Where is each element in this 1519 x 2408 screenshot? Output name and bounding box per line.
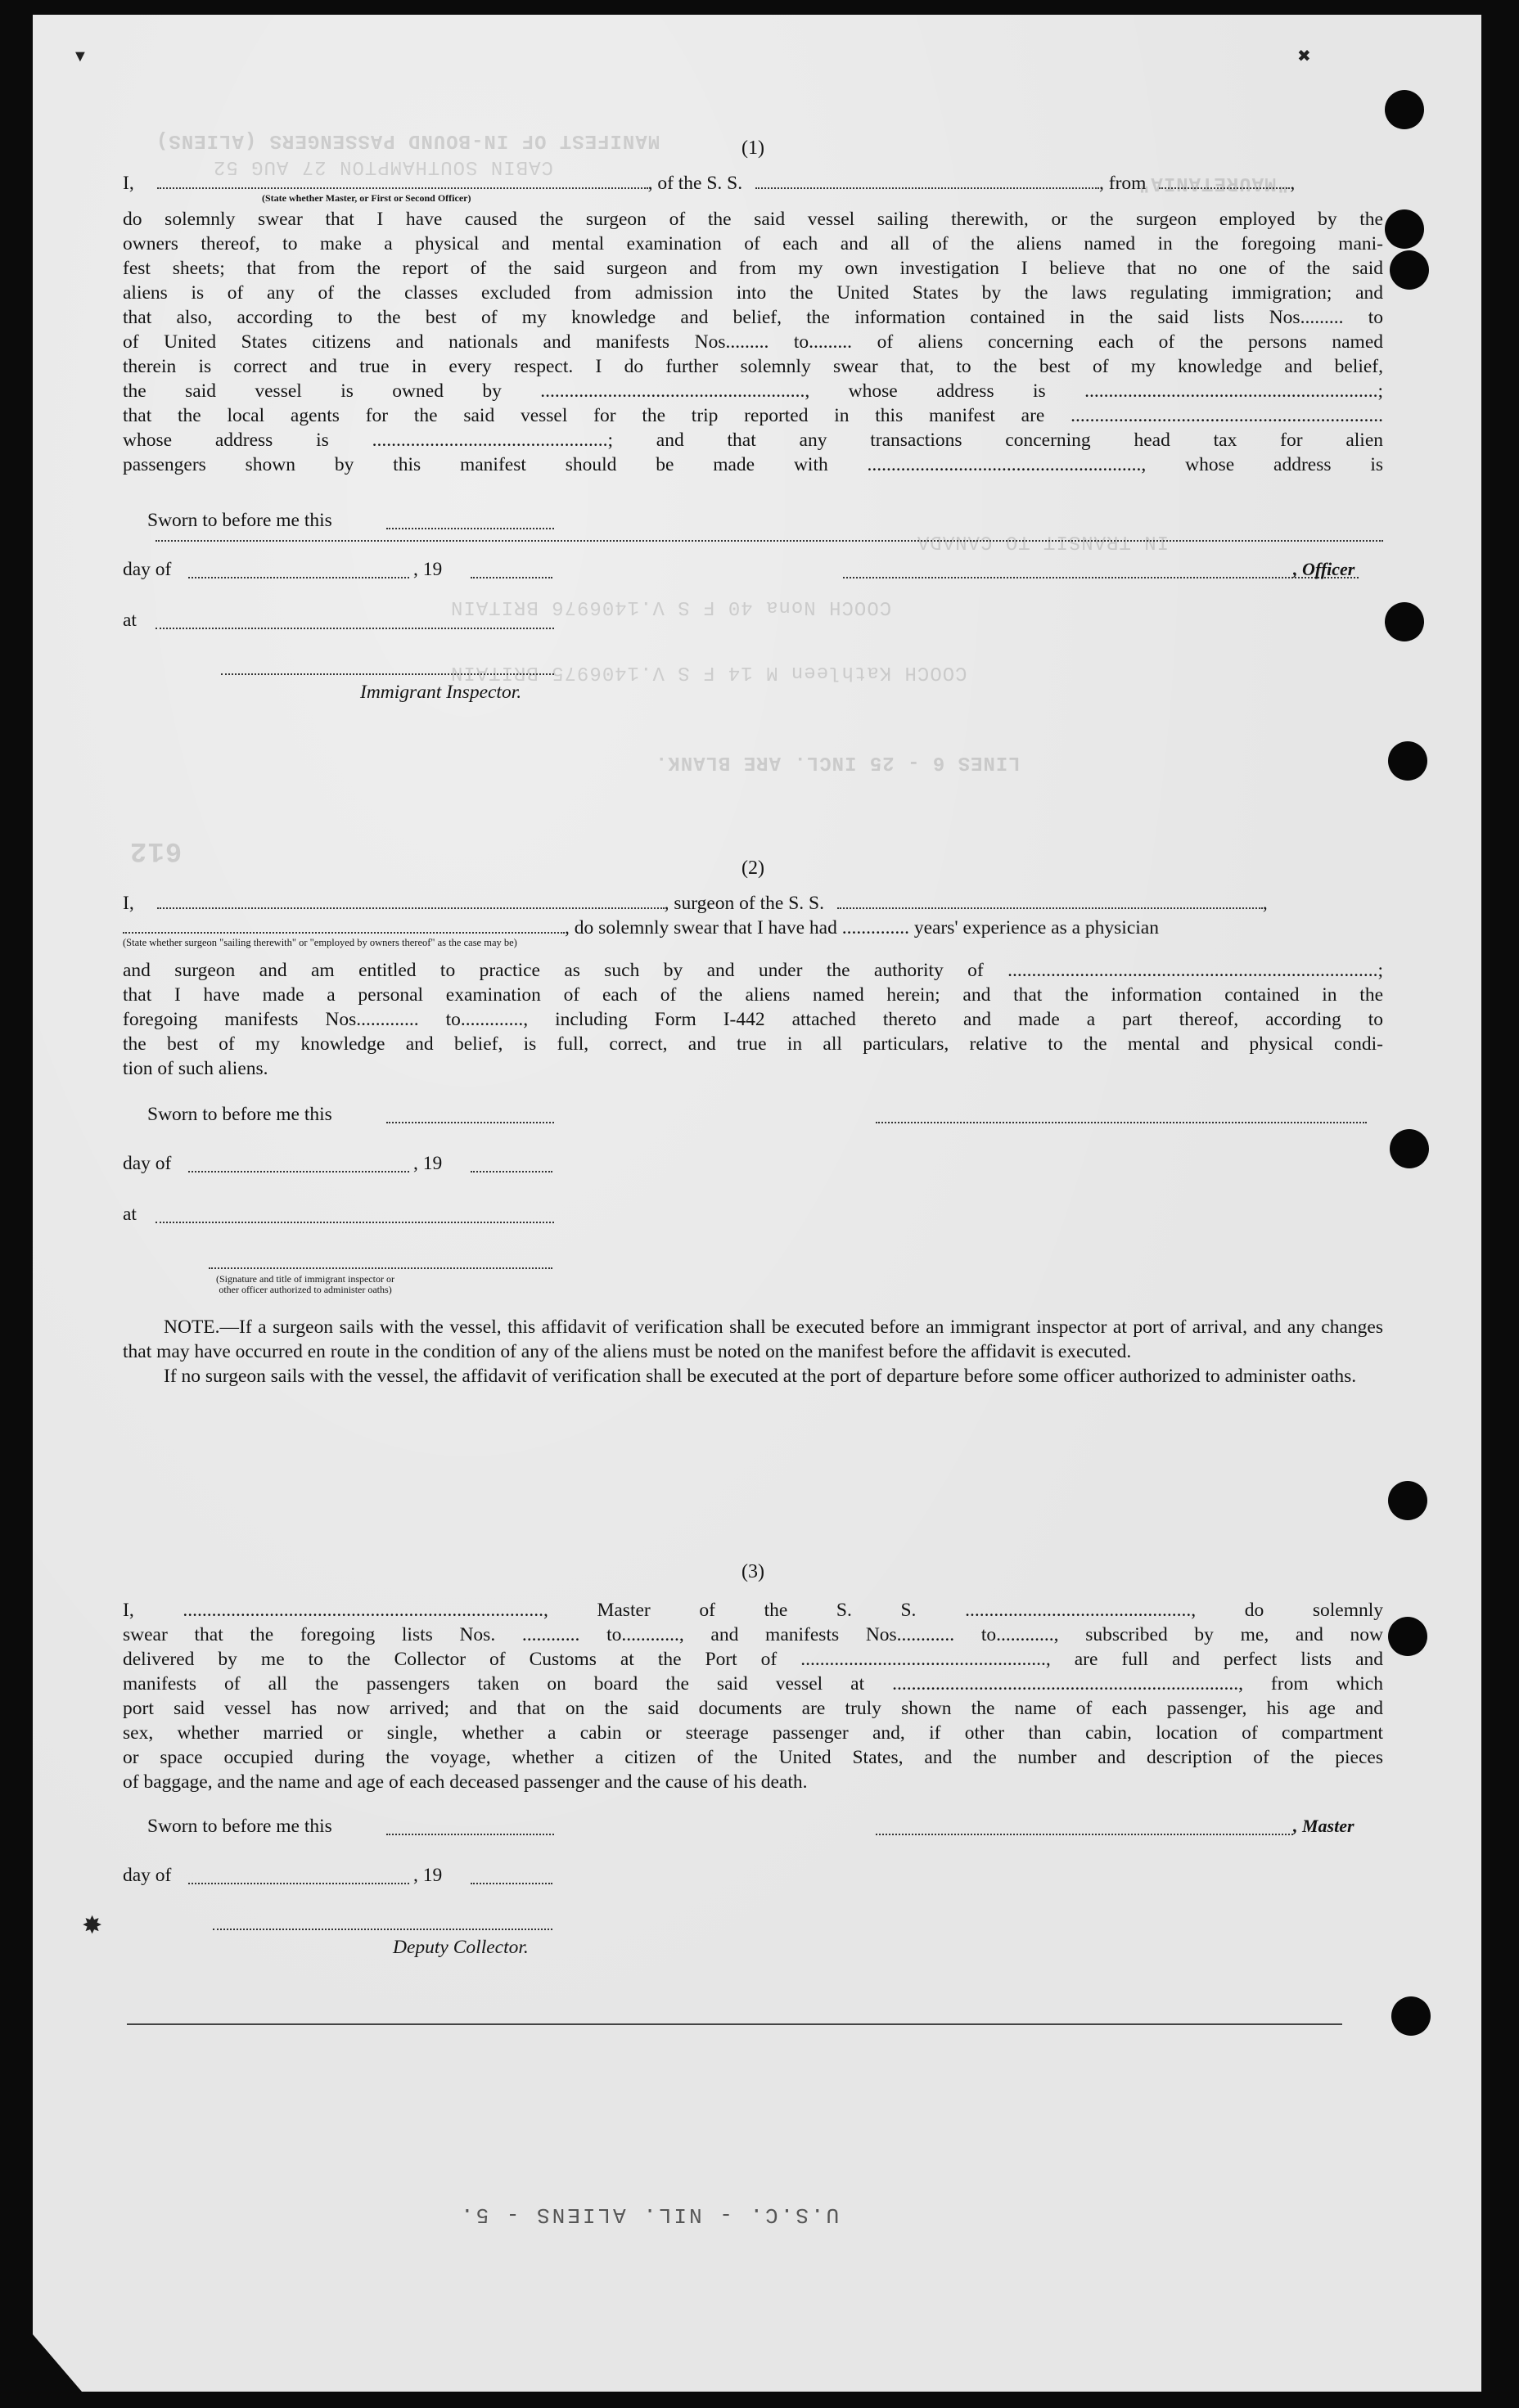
note-2: If no surgeon sails with the vessel, the affidavit of verification shall be executed at the port of departure before some officer authorized to administer oaths. xyxy=(164,1366,1357,1387)
blank-sworn-date[interactable] xyxy=(386,528,554,529)
body-line: passengers shown by this manifest should be made with ........................................................., whose address is xyxy=(123,454,1383,475)
blank-day[interactable] xyxy=(188,1171,409,1172)
body-line: manifests of all the passengers taken on board the said vessel at ........................................................................, from which xyxy=(123,1673,1383,1695)
surgeon-line-2 xyxy=(123,916,1383,948)
at-label: at xyxy=(123,610,137,631)
punch-hole xyxy=(1390,1129,1429,1168)
punch-hole xyxy=(1388,741,1427,781)
torn-corner xyxy=(33,2334,82,2392)
section-2-body xyxy=(123,958,1383,1081)
bleed-through-text: 612 xyxy=(129,835,183,866)
bleed-through-text: MANIFEST OF IN-BOUND PASSENGERS (ALIENS) xyxy=(156,129,660,151)
section-3-body xyxy=(123,1598,1383,1794)
body-line: and surgeon and am entitled to practice as such by and under the authority of .............................................................................; xyxy=(123,960,1383,981)
body-line: aliens is of any of the classes excluded from admission into the United States by the laws regulating immigration; and xyxy=(123,282,1383,304)
blank-inspector-signature[interactable] xyxy=(221,673,554,675)
label-of-ss: , of the S. S. xyxy=(647,173,743,194)
body-line: the said vessel is owned by ......................................................., whose address is .............................................................; xyxy=(123,380,1383,402)
label-i: I, xyxy=(123,173,134,194)
bleed-through-text: COOCH Kathleen M 14 F S V.1406975 BRITAIN xyxy=(450,661,967,683)
year-label: , 19 xyxy=(413,1865,443,1886)
punch-hole xyxy=(1388,1617,1427,1656)
blank-year[interactable] xyxy=(471,1171,552,1172)
body-line: swear that the foregoing lists Nos. ............ to............, and manifests Nos............ to............, subscribed by me, and now xyxy=(123,1624,1383,1645)
master-line xyxy=(123,171,1383,204)
signature-note: (Signature and title of immigrant inspector or other officer authorized to administer oaths) xyxy=(216,1273,394,1295)
blank-surgeon-status[interactable] xyxy=(123,917,565,934)
blank-master-signature[interactable] xyxy=(876,1834,1293,1835)
blank-day[interactable] xyxy=(188,577,409,578)
bottom-rule xyxy=(127,2023,1342,2025)
blank-year[interactable] xyxy=(471,1883,552,1884)
manifest-page xyxy=(33,15,1481,2392)
body-line: fest sheets; that from the report of the said surgeon and from my own investigation I believe that no one of the said xyxy=(123,258,1383,279)
speck: ✸ xyxy=(82,1912,103,1939)
blank-day[interactable] xyxy=(188,1883,409,1884)
punct: , xyxy=(1290,173,1296,194)
body-line: of baggage, and the name and age of each deceased passenger and the cause of his death. xyxy=(123,1771,808,1793)
note-text: —If a surgeon sails with the vessel, this affidavit of verification shall be executed before an immigrant inspector at port of arrival, and any changes that may have occurred en route in the condition of any of the aliens must be noted on the manifest before the affidavit is executed. xyxy=(123,1317,1383,1362)
bleed-through-text: "MAURETANIA" xyxy=(1138,172,1289,194)
body-line: whose address is .................................................; and that any transactions concerning head tax for alien xyxy=(123,430,1383,451)
bleed-through-text: LINES 6 - 25 INCL. ARE BLANK. xyxy=(655,751,1021,773)
footer-stamp: U.S.C. - NIL. ALIENS - 5. xyxy=(458,2203,840,2227)
punch-hole xyxy=(1391,1996,1431,2036)
blank-at[interactable] xyxy=(156,1222,554,1223)
master-label: , Master xyxy=(1293,1816,1354,1836)
blank-year[interactable] xyxy=(471,577,552,578)
day-of-label: day of xyxy=(123,1865,172,1886)
body-line: of United States citizens and nationals and manifests Nos......... to......... of aliens concerning each of the persons named xyxy=(123,331,1383,353)
body-line: that also, according to the best of my knowledge and belief, the information contained in the said lists Nos......... to xyxy=(123,307,1383,328)
body-line: I, ..........................................................................., Master of the S. S. ..............................................., do solemnly xyxy=(123,1600,1383,1621)
label-surgeon: , surgeon of the S. S. xyxy=(664,893,824,914)
day-of-label: day of xyxy=(123,559,172,580)
bleed-through-text: IN TRANSIT TO CANADA xyxy=(917,530,1170,552)
blank-sworn-date[interactable] xyxy=(386,1122,554,1123)
body-line: or space occupied during the voyage, whether a citizen of the United States, and the number and description of the pieces xyxy=(123,1747,1383,1768)
bleed-through-text: COOCH Nona 40 F S V.1406976 BRITAIN xyxy=(450,596,892,618)
section-number: (3) xyxy=(741,1561,764,1582)
blank-collector-signature[interactable] xyxy=(213,1929,552,1930)
section-2-affidavit xyxy=(123,857,1383,1389)
surgeon-line xyxy=(123,891,1383,916)
body-line: that I have made a personal examination of each of the aliens named herein; and that the information contained in the xyxy=(123,984,1383,1006)
punch-hole xyxy=(1388,1481,1427,1520)
punct: , xyxy=(1262,893,1268,914)
note xyxy=(123,1315,1383,1364)
section-3-oath xyxy=(123,1816,1383,2004)
blank-surgeon-signature[interactable] xyxy=(876,1122,1367,1123)
body-line: owners thereof, to make a physical and mental examination of each and all of the aliens named in the foregoing mani- xyxy=(123,233,1383,254)
at-label: at xyxy=(123,1204,137,1225)
body-line: tion of such aliens. xyxy=(123,1058,268,1079)
blank-officer-signature[interactable] xyxy=(209,1267,552,1269)
section-number: (2) xyxy=(741,857,764,879)
section-1-oath xyxy=(123,510,1383,703)
bleed-through-text: CABIN SOUTHAMPTON 27 AUG 52 xyxy=(213,155,553,178)
blank-surgeon-name[interactable] xyxy=(157,893,665,909)
section-number: (1) xyxy=(741,137,764,159)
year-label: , 19 xyxy=(413,559,443,580)
master-note: (State whether Master, or First or Second Officer) xyxy=(262,192,471,204)
note-label: NOTE. xyxy=(164,1317,220,1338)
blank-officer-signature[interactable] xyxy=(843,577,1359,578)
section-2-oath xyxy=(123,1104,1383,1295)
blank-sworn-date[interactable] xyxy=(386,1834,554,1835)
body-line: delivered by me to the Collector of Customs at the Port of ..................................................., are full and perfect lists and xyxy=(123,1649,1383,1670)
surgeon-note: (State whether surgeon "sailing therewith" or "employed by owners thereof" as the case may be) xyxy=(123,937,517,948)
blank-vessel-name[interactable] xyxy=(755,173,1099,189)
officer-label: , Officer xyxy=(1293,559,1355,579)
body-line: therein is correct and true in every respect. I do further solemnly swear that, to the best of my knowledge and belief, xyxy=(123,356,1383,377)
punch-hole xyxy=(1385,90,1424,129)
year-label: , 19 xyxy=(413,1153,443,1174)
body-line: sex, whether married or single, whether a cabin or steerage passenger and, if other than cabin, location of compartment xyxy=(123,1722,1383,1744)
blank-at[interactable] xyxy=(156,628,554,629)
section-3-affidavit xyxy=(123,1561,1383,2004)
body-line: foregoing manifests Nos............. to............., including Form I-442 attached thereto and made a part thereof, according to xyxy=(123,1009,1383,1030)
section-1-affidavit xyxy=(123,137,1383,703)
punch-hole xyxy=(1385,602,1424,641)
blank-from-port[interactable] xyxy=(1159,173,1290,189)
blank-vessel-name[interactable] xyxy=(837,893,1263,909)
label-from: , from xyxy=(1099,173,1147,194)
body-line: the best of my knowledge and belief, is full, correct, and true in all particulars, relative to the mental and physical condi- xyxy=(123,1033,1383,1055)
label-i: I, xyxy=(123,893,134,914)
body-line: port said vessel has now arrived; and that on the said documents are truly shown the name of each passenger, his age and xyxy=(123,1698,1383,1719)
inspector-label: Immigrant Inspector. xyxy=(360,682,522,703)
sworn-label: Sworn to before me this xyxy=(147,1104,332,1125)
punch-hole xyxy=(1390,250,1429,290)
collector-label: Deputy Collector. xyxy=(393,1937,529,1958)
punch-hole xyxy=(1385,209,1424,249)
section-1-body xyxy=(123,207,1383,477)
speck: ✖ xyxy=(1297,47,1311,65)
sworn-label: Sworn to before me this xyxy=(147,510,332,531)
body-line: that the local agents for the said vessel for the trip reported in this manifest are ................................................................. xyxy=(123,405,1383,426)
day-of-label: day of xyxy=(123,1153,172,1174)
sworn-label: Sworn to before me this xyxy=(147,1816,332,1837)
speck: ▼ xyxy=(72,47,88,65)
experience-text: , do solemnly swear that I have had .............. years' experience as a physician xyxy=(565,917,1159,938)
body-line: do solemnly swear that I have caused the surgeon of the said vessel sailing therewith, or the surgeon employed by the xyxy=(123,209,1383,230)
blank-master-name[interactable] xyxy=(157,173,648,189)
